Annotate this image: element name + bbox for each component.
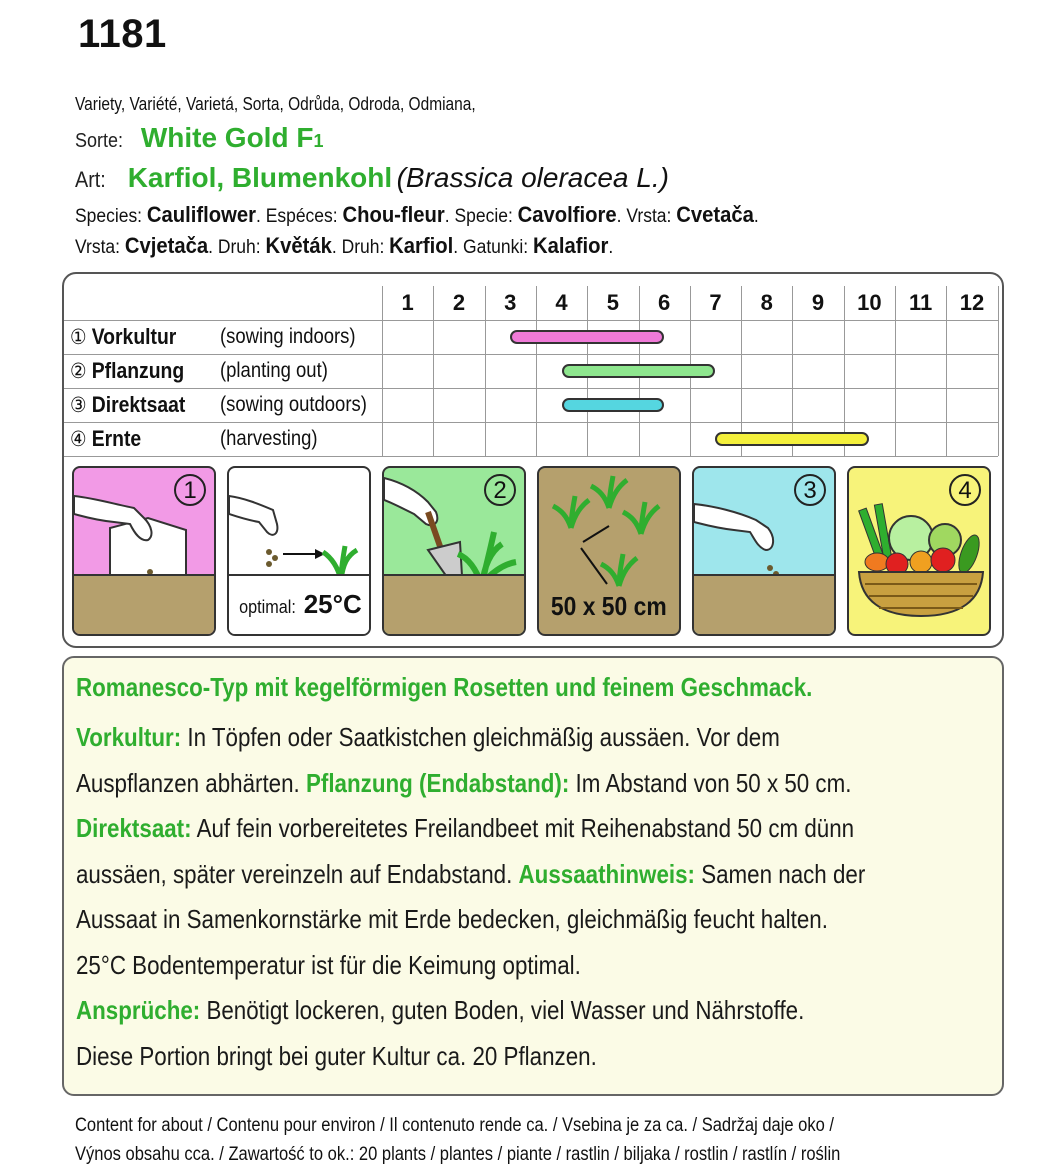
description-heading: Pflanzung (Endabstand): [305, 767, 570, 798]
species-language-label: Vrsta: [626, 206, 677, 227]
panel-number: 3 [794, 474, 826, 506]
species-language-label: Specie: [454, 206, 518, 227]
month-number: 12 [959, 290, 985, 315]
description-heading: Aussaathinweis: [518, 858, 695, 889]
month-number: 9 [811, 290, 825, 315]
description-line [76, 904, 828, 935]
panel-number: 1 [174, 474, 206, 506]
month-number: 7 [709, 290, 722, 315]
panel-planting-out [382, 466, 526, 636]
row-circled-number: ① [70, 326, 92, 349]
hand-sowing-pot-illustration [74, 468, 216, 588]
row-activity-name: Vorkultur [91, 324, 177, 349]
month-number: 3 [504, 290, 517, 315]
calendar-row-label [70, 354, 184, 388]
description-heading: Vorkultur: [76, 722, 182, 752]
calendar-period-bar [562, 398, 665, 412]
soil [694, 574, 834, 634]
species-name: Cvetača [676, 202, 754, 227]
description-text: 25°C Bodentemperatur ist für die Keimung optimal. [76, 949, 581, 980]
row-circled-number: ② [70, 360, 92, 383]
panel-spacing [537, 466, 681, 636]
species-line-2 [75, 233, 613, 259]
row-activity-name: Ernte [91, 426, 142, 451]
panel-harvesting [847, 466, 991, 636]
row-circled-number: ④ [70, 428, 92, 451]
grid-row-line [64, 320, 998, 321]
row-circled-number: ③ [70, 394, 92, 417]
species-name: Chou-fleur [342, 202, 445, 227]
grid-column-line [998, 286, 999, 456]
optimal-label: optimal: [239, 597, 297, 617]
species-separator: . [444, 206, 455, 227]
species-line-1 [75, 202, 759, 228]
calendar-row-description: (sowing indoors) [220, 325, 356, 348]
soil [74, 574, 214, 634]
calendar-period-bar [715, 432, 869, 446]
row-activity-name: Pflanzung [91, 358, 185, 383]
variety-subscript: 1 [313, 131, 324, 151]
hand-sowing-outdoors-illustration [694, 468, 836, 588]
calendar-period-bar [562, 364, 716, 378]
species-separator: . [753, 206, 759, 227]
optimal-temperature [229, 589, 369, 620]
species-name: Cauliflower [146, 202, 256, 227]
species-name: Květák [265, 233, 332, 258]
calendar-row-label [70, 320, 176, 354]
description-line [76, 722, 780, 753]
grid-row-line [64, 354, 998, 355]
row-activity-name: Direktsaat [91, 392, 186, 417]
description-line [76, 768, 851, 799]
calendar-row-label [70, 422, 141, 456]
content-footer [75, 1111, 840, 1169]
description-text: Aussaat in Samenkornstärke mit Erde bedecken, gleichmäßig feucht halten. [76, 904, 828, 934]
description-line [76, 859, 865, 890]
seed-to-sprout-illustration [229, 468, 371, 588]
sorte-row [75, 122, 323, 154]
description-line [76, 1041, 597, 1072]
art-name: Karfiol, Blumenkohl [127, 162, 393, 193]
plant-spacing-illustration [539, 468, 681, 598]
species-separator: . [331, 237, 342, 258]
variety-name [141, 122, 324, 153]
product-number: 1181 [78, 12, 167, 56]
sorte-label: Sorte: [75, 130, 124, 152]
grid-row-line [64, 456, 998, 457]
art-label: Art: [75, 167, 106, 192]
species-name: Kalafior [532, 233, 609, 258]
description-heading: Direktsaat: [76, 813, 192, 843]
species-separator: . [616, 206, 627, 227]
description-line [76, 995, 804, 1026]
month-number: 8 [760, 290, 773, 315]
panel-sowing-outdoors [692, 466, 836, 636]
description-text: In Töpfen oder Saatkistchen gleichmäßig aussäen. Vor dem [181, 722, 780, 752]
footer-line-1: Content for about / Contenu pour environ / Il contenuto rende ca. / Vsebina je za ca. / Sadržaj daje oko / [75, 1115, 835, 1136]
species-separator: . [608, 237, 614, 258]
description-line [76, 813, 854, 844]
variety-languages-line: Variety, Variété, Varietá, Sorta, Odrůda, Odroda, Odmiana, [75, 94, 476, 114]
panel-sowing-indoors [72, 466, 216, 636]
calendar-row-description: (harvesting) [220, 427, 318, 450]
month-number: 1 [401, 290, 414, 315]
species-language-label: Druh: [217, 237, 266, 258]
species-separator: . [453, 237, 464, 258]
vegetable-basket-illustration [849, 468, 991, 636]
description-text: Im Abstand von 50 x 50 cm. [569, 767, 852, 798]
description-text: Auf fein vorbereitetes Freilandbeet mit Reihenabstand 50 cm dünn [191, 813, 855, 843]
panel-temperature [227, 466, 371, 636]
spacing-value [539, 591, 679, 622]
description-box [62, 656, 1004, 1096]
spacing-text: 50 x 50 cm [551, 591, 667, 621]
species-language-label: Espéces: [265, 206, 343, 227]
species-language-label: Druh: [341, 237, 390, 258]
month-number: 2 [452, 290, 466, 315]
calendar-row-description: (planting out) [220, 359, 328, 382]
soil [384, 574, 524, 634]
species-separator: . [255, 206, 266, 227]
species-language-label: Vrsta: [75, 237, 125, 258]
calendar-period-bar [510, 330, 664, 344]
art-row [75, 162, 669, 194]
temperature-value: 25°C [303, 589, 362, 619]
panel-number: 4 [949, 474, 981, 506]
species-language-label: Gatunki: [463, 237, 533, 258]
species-name: Karfiol [389, 233, 454, 258]
description-headline: Romanesco-Typ mit kegelförmigen Rosetten und feinem Geschmack. [76, 672, 813, 702]
species-separator: . [208, 237, 218, 258]
variety-name-text: White Gold F [140, 122, 314, 153]
month-number: 5 [606, 290, 619, 315]
calendar-row-label [70, 388, 185, 422]
sowing-calendar [62, 272, 1004, 648]
description-text: Auspflanzen abhärten. [76, 767, 306, 798]
grid-row-line [64, 422, 998, 423]
description-text: Benötigt lockeren, guten Boden, viel Wasser und Nährstoffe. [200, 995, 805, 1025]
latin-name: (Brassica oleracea L.) [396, 162, 669, 193]
species-name: Cvjetača [124, 233, 209, 258]
month-number: 6 [658, 290, 671, 315]
species-language-label: Species: [75, 206, 147, 227]
month-number: 11 [909, 290, 933, 315]
description-heading: Ansprüche: [76, 995, 201, 1025]
description-text: Diese Portion bringt bei guter Kultur ca. 20 Pflanzen. [76, 1040, 597, 1071]
species-name: Cavolfiore [517, 202, 617, 227]
description-line [76, 950, 581, 981]
grid-row-line [64, 388, 998, 389]
description-text: Samen nach der [694, 858, 866, 889]
month-number: 10 [857, 290, 882, 315]
panel-number: 2 [484, 474, 516, 506]
month-number: 4 [555, 290, 568, 315]
calendar-row-description: (sowing outdoors) [220, 393, 367, 416]
description-text: aussäen, später vereinzeln auf Endabstand. [76, 858, 519, 889]
footer-line-2: Výnos obsahu cca. / Zawartość to ok.: 20 plants / plantes / piante / rastlin / biljaka / rostlin / rastlín / roślin [75, 1144, 841, 1165]
